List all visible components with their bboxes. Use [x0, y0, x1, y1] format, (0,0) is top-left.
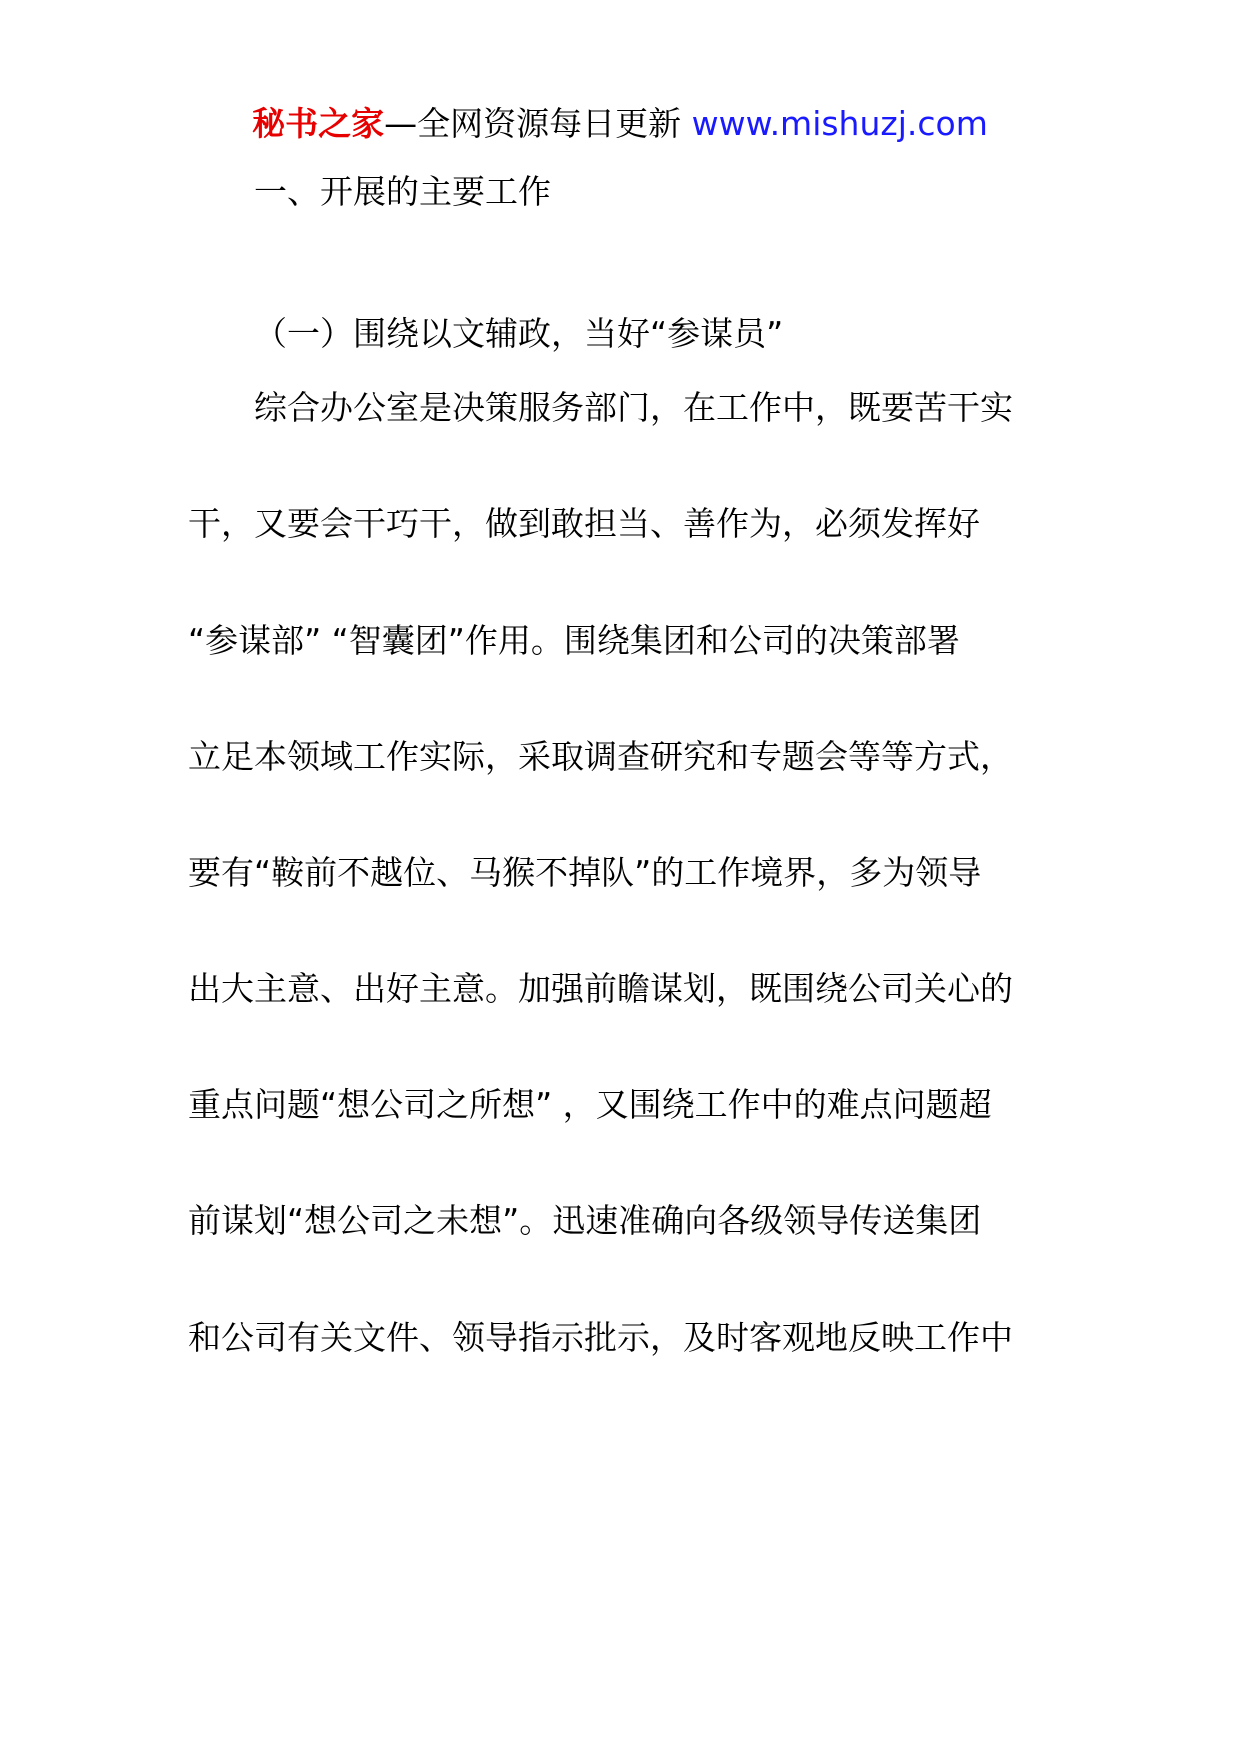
paragraph-line: 综合办公室是决策服务部门，在工作中，既要苦干实 [254, 388, 1013, 427]
site-header [0, 100, 1240, 148]
paragraph-line: 立足本领域工作实际，采取调查研究和专题会等等方式， [188, 737, 1013, 776]
header-slogan: —全网资源每日更新 [384, 104, 682, 143]
paragraph-line: 要有“鞍前不越位、马猴不掉队”的工作境界，多为领导 [188, 853, 982, 892]
brand-name: 秘书之家 [252, 104, 385, 143]
paragraph-line: “参谋部” “智囊团”作用。围绕集团和公司的决策部署 [188, 621, 960, 660]
site-url-link[interactable]: www.mishuzj.com [691, 104, 988, 143]
paragraph-line: 前谋划“想公司之未想”。迅速准确向各级领导传送集团 [188, 1201, 982, 1240]
paragraph-line: 干，又要会干巧干，做到敢担当、善作为，必须发挥好 [188, 504, 980, 543]
paragraph-line: 重点问题“想公司之所想” ，又围绕工作中的难点问题超 [188, 1085, 992, 1124]
paragraph-line: 出大主意、出好主意。加强前瞻谋划，既围绕公司关心的 [188, 969, 1013, 1008]
section-heading: 一、开展的主要工作 [254, 172, 551, 211]
paragraph-line: 和公司有关文件、领导指示批示，及时客观地反映工作中 [188, 1318, 1013, 1357]
subsection-heading: （一）围绕以文辅政，当好“参谋员” [254, 314, 784, 353]
